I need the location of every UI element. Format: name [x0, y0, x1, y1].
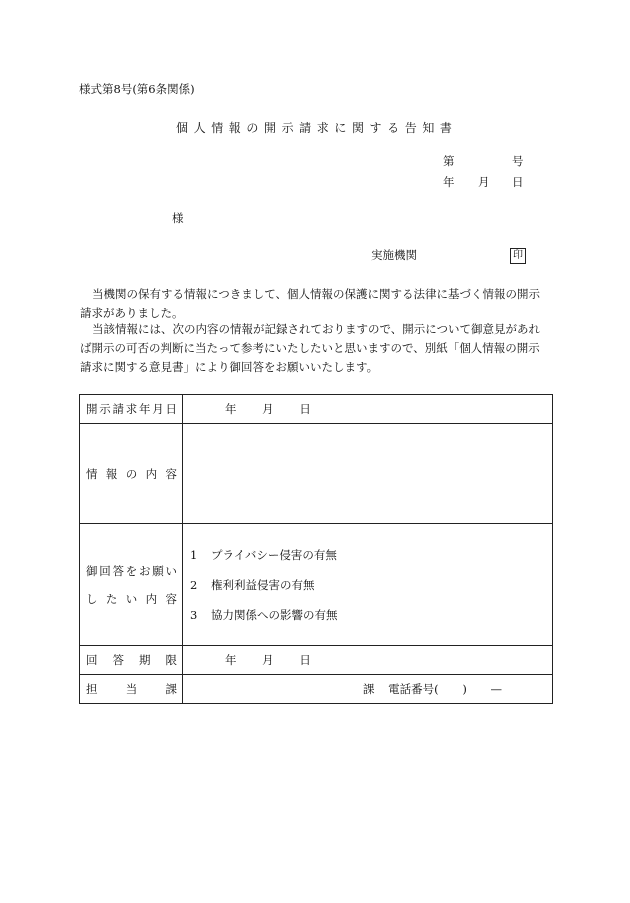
title-char: の	[246, 121, 259, 135]
item-text: プライバシー侵害の有無	[210, 547, 337, 562]
label-reply-deadline	[80, 646, 183, 675]
reply-item-privacy	[190, 540, 552, 570]
item-number: 1	[190, 547, 198, 562]
reply-item-cooperation	[190, 600, 552, 630]
paragraph-1	[80, 285, 555, 323]
label-char: い	[125, 591, 138, 606]
label-char: 示	[99, 402, 111, 416]
title-char: 開	[263, 121, 276, 135]
agency-label: 実施機関	[371, 248, 417, 262]
notice-table	[79, 394, 553, 704]
number-prefix: 第	[443, 154, 455, 168]
label-char: 回	[86, 653, 98, 667]
label-char: 担	[86, 682, 98, 696]
item-text: 権利利益侵害の有無	[210, 577, 315, 592]
label-char: 開	[86, 402, 98, 416]
label-char: 容	[165, 466, 177, 481]
label-char: を	[125, 563, 138, 578]
date-month: 月	[262, 653, 274, 667]
label-char: 答	[112, 563, 124, 578]
paragraph-line: 請求に関する意見書」により御回答をお願いいたします。	[80, 360, 379, 374]
title-char: す	[369, 121, 382, 135]
label-char: 回	[99, 563, 111, 578]
paragraph-line: 当該情報には、次の内容の情報が記録されておりますので、開示について御意見があれ	[92, 322, 541, 336]
label-request-date	[80, 395, 183, 424]
label-char: 情	[86, 466, 98, 481]
label-char: 答	[112, 653, 124, 667]
label-char: 報	[105, 466, 118, 481]
value-responsible-section[interactable]	[183, 675, 553, 704]
table-row	[80, 395, 553, 424]
label-char: 内	[145, 466, 158, 481]
title-char: に	[334, 121, 347, 135]
date-day: 日	[299, 402, 311, 416]
title-char: 情	[211, 121, 224, 135]
label-char: 月	[152, 402, 164, 416]
item-text: 協力関係への影響の有無	[210, 607, 338, 622]
label-char: 求	[125, 402, 138, 416]
value-info-content[interactable]	[183, 424, 553, 524]
label-info-content	[80, 424, 183, 524]
label-char: 御	[86, 563, 98, 578]
paragraph-line: 請求がありました。	[80, 306, 184, 320]
title-char: 求	[316, 121, 329, 135]
value-requested-reply	[183, 524, 553, 646]
title-char: る	[387, 121, 400, 135]
label-char: た	[105, 591, 118, 606]
title-char: 関	[351, 121, 364, 135]
table-row	[80, 675, 553, 704]
item-number: 2	[190, 577, 198, 592]
label-responsible-section	[80, 675, 183, 704]
title-char: 請	[299, 121, 312, 135]
title-char: 人	[193, 121, 206, 135]
date-day: 日	[512, 175, 524, 189]
paragraph-2	[80, 320, 555, 377]
date-year: 年	[225, 653, 237, 667]
phone-close: )	[462, 682, 467, 696]
paragraph-line: 当機関の保有する情報につきまして、個人情報の保護に関する法律に基づく情報の開示	[92, 287, 541, 301]
seal-mark: 印	[510, 248, 526, 264]
label-char: 年	[139, 402, 151, 416]
title-char: 書	[439, 121, 452, 135]
addressee-suffix: 様	[172, 211, 184, 225]
phone-dash: —	[490, 682, 502, 696]
date-day: 日	[299, 653, 311, 667]
date-year: 年	[443, 175, 455, 189]
date-month: 月	[262, 402, 274, 416]
title-char: 知	[422, 121, 435, 135]
section-label: 課	[363, 682, 375, 696]
table-row	[80, 646, 553, 675]
label-char: お	[139, 563, 151, 578]
date-month: 月	[478, 175, 490, 189]
phone-label: 電話番号(	[388, 682, 439, 696]
document-title	[176, 122, 452, 134]
item-number: 3	[190, 607, 198, 622]
label-char: 当	[125, 682, 138, 696]
value-reply-deadline[interactable]	[183, 646, 553, 675]
label-char: 願	[152, 563, 164, 578]
label-char: 請	[112, 402, 124, 416]
table-row	[80, 524, 553, 646]
paragraph-line: ば開示の可否の判断に当たって参考にいたしたいと思いますので、別紙「個人情報の開示	[80, 341, 540, 355]
label-char: 容	[165, 591, 177, 606]
table-row	[80, 424, 553, 524]
label-char: 課	[165, 682, 177, 696]
title-char: 示	[281, 121, 294, 135]
label-char: 内	[145, 591, 158, 606]
title-char: 報	[228, 121, 241, 135]
date-year: 年	[225, 402, 237, 416]
label-char: 期	[139, 653, 151, 667]
label-char: 日	[165, 402, 177, 416]
label-char: し	[86, 591, 98, 606]
value-request-date[interactable]	[183, 395, 553, 424]
reply-item-rights	[190, 570, 552, 600]
label-char: の	[125, 466, 138, 481]
title-char: 個	[176, 121, 189, 135]
number-suffix: 号	[512, 154, 524, 168]
title-char: 告	[404, 121, 417, 135]
label-char: 限	[165, 653, 177, 667]
form-number: 様式第8号(第6条関係)	[79, 82, 195, 96]
label-char: い	[165, 563, 177, 578]
label-requested-reply	[80, 524, 183, 646]
